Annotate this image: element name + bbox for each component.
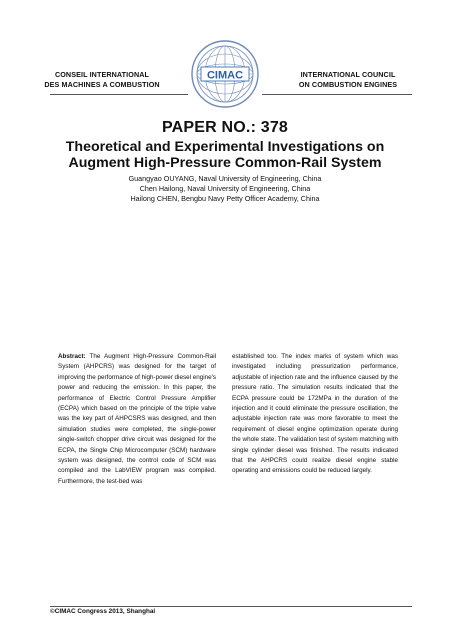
paper-title-line1: Theoretical and Experimental Investigations on	[65, 139, 385, 155]
header-right-org	[268, 70, 428, 90]
abstract-label: Abstract:	[58, 353, 86, 360]
header-left-rule	[50, 94, 188, 95]
author-3: Hailong CHEN, Bengbu Navy Petty Officer Academy, China	[130, 194, 320, 203]
abstract-column-right	[232, 352, 398, 477]
footer-rule	[50, 606, 412, 607]
header-right-rule	[262, 94, 412, 95]
paper-title-line2: Augment High-Pressure Common-Rail System	[68, 155, 382, 171]
header-left-org	[22, 70, 182, 90]
author-1: Guangyao OUYANG, Naval University of Engineering, China	[128, 174, 322, 183]
header-right-line1: INTERNATIONAL COUNCIL	[300, 70, 396, 79]
header-right-line2: ON COMBUSTION ENGINES	[298, 80, 398, 89]
abstract-column-left	[50, 352, 216, 487]
logo-text: CIMAC	[206, 69, 244, 82]
footer-copyright: ©CIMAC Congress 2013, Shanghai	[50, 608, 156, 615]
author-list	[0, 174, 450, 204]
abstract-text-left: The Augment High-Pressure Common-Rail System (AHPCRS) was designed for the target of improving the performance of high-power diesel engine's power and reducing the emission. In this paper, the performance of Electric Control Pressure Amplifier (ECPA) which based on the principle of the triple valve was the key part of AHPCSRS was designed, and then simulation studies were completed, the single-power single-switch chopper drive circuit was designed for the ECPA, the Single Chip Microcomputer (SCM) hardware system was designed, the control code of SCM was compiled and the LabVIEW program was compiled. Furthermore, the test-bed was	[58, 353, 217, 485]
header-left-line2: DES MACHINES A COMBUSTION	[44, 80, 160, 89]
cimac-logo-icon	[191, 40, 259, 108]
header-left-line1: CONSEIL INTERNATIONAL	[54, 70, 150, 79]
paper-title	[0, 139, 450, 171]
author-2: Chen Hailong, Naval University of Engineering, China	[139, 184, 311, 193]
paper-number: PAPER NO.: 378	[161, 119, 289, 136]
abstract-text-right: established too. The index marks of system which was investigated including pressurization performance, adjustable of injection rate and the influence caused by the pressure ratio. The simulation results indicated that the ECPA pressure could be 172MPa in the duration of the injection and it could eliminate the pressure oscillation, the adjustable injection rate was more favorable to meet the requirement of diesel engine optimization operate during the whole state. The validation test of system matching with single cylinder diesel was finished. The results indicated that the AHPCRS could realize diesel engine stable operating and emissions could be reduced largely.	[232, 353, 398, 475]
